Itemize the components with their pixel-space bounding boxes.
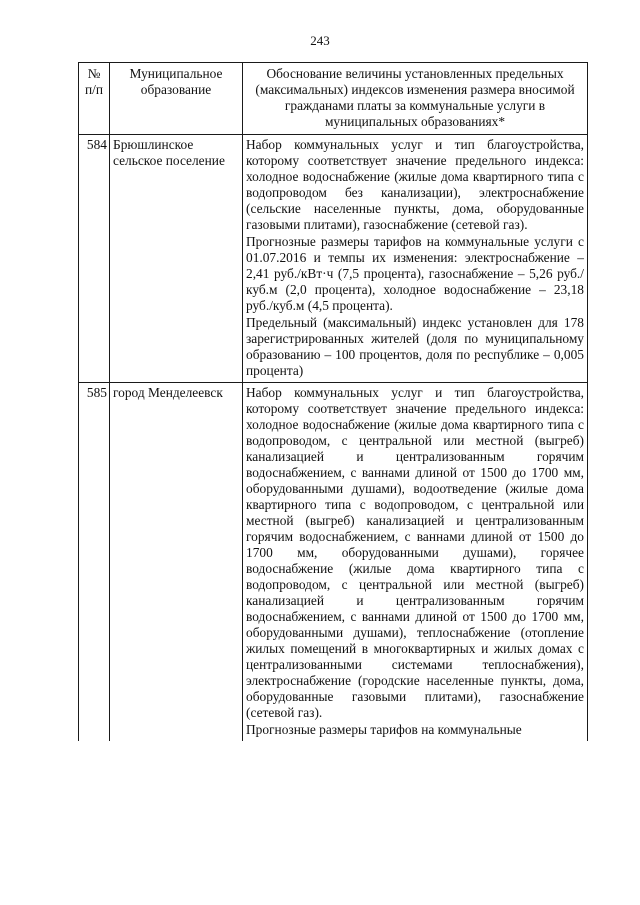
row-justification <box>243 135 588 383</box>
row-municipality: город Менделеевск <box>110 383 243 742</box>
header-municipality: Муниципальное образование <box>110 63 243 135</box>
row-number: 584 <box>79 135 110 383</box>
table-row <box>79 383 588 742</box>
header-number: № п/п <box>79 63 110 135</box>
tariff-index-table <box>78 62 588 741</box>
table-header-row <box>79 63 588 135</box>
header-justification: Обоснование величины установленных предельных (максимальных) индексов изменения размера вносимой гражданами платы за коммунальные услуги в муниципальных образованиях* <box>243 63 588 135</box>
row-justification <box>243 383 588 742</box>
page-number: 243 <box>310 33 330 48</box>
justification-paragraph: Прогнозные размеры тарифов на коммунальные услуги с 01.07.2016 и темпы их изменения: электроснабжение – 2,41 руб./кВт·ч (7,5 процента), газоснабжение – 5,26 руб./куб.м (2,0 процента), холодное водоснабжение – 23,18 руб./куб.м (4,5 процента). <box>246 234 584 313</box>
row-number: 585 <box>79 383 110 742</box>
justification-paragraph: Предельный (максимальный) индекс установлен для 178 зарегистрированных жителей (доля по муниципальному образованию – 100 процентов, доля по республике – 0,005 процента) <box>246 315 584 378</box>
row-municipality: Брюшлинское сельское поселение <box>110 135 243 383</box>
justification-paragraph: Набор коммунальных услуг и тип благоустройства, которому соответствует значение предельного индекса: холодное водоснабжение (жилые дома квартирного типа с водопроводом, с центральной или местной (выгреб) канализацией и централизованным горячим водоснабжением, с ваннами длиной от 1500 до 1700 мм, оборудованными душами), водоотведение (жилые дома квартирного типа с водопроводом, с центральной или местной (выгреб) канализацией и централизованным горячим водоснабжением, с ваннами длиной от 1500 до 1700 мм, оборудованными душами), горячее водоснабжение (жилые дома квартирного типа с водопроводом, с центральной или местной (выгреб) канализацией и централизованным горячим водоснабжением, с ваннами длиной от 1500 до 1700 мм, оборудованными душами), теплоснабжение (отопление жилых помещений в многоквартирных и жилых домах с централизованными системами теплоснабжения), электроснабжение (городские населенные пункты, дома, оборудованные газовыми плитами), газоснабжение (сетевой газ). <box>246 385 584 720</box>
justification-paragraph: Прогнозные размеры тарифов на коммунальные <box>246 722 522 737</box>
justification-paragraph: Набор коммунальных услуг и тип благоустройства, которому соответствует значение предельного индекса: холодное водоснабжение (жилые дома квартирного типа с водопроводом без канализации), электроснабжение (сельские населенные пункты, дома, оборудованные газовыми плитами), газоснабжение (сетевой газ). <box>246 137 584 232</box>
table-row <box>79 135 588 383</box>
